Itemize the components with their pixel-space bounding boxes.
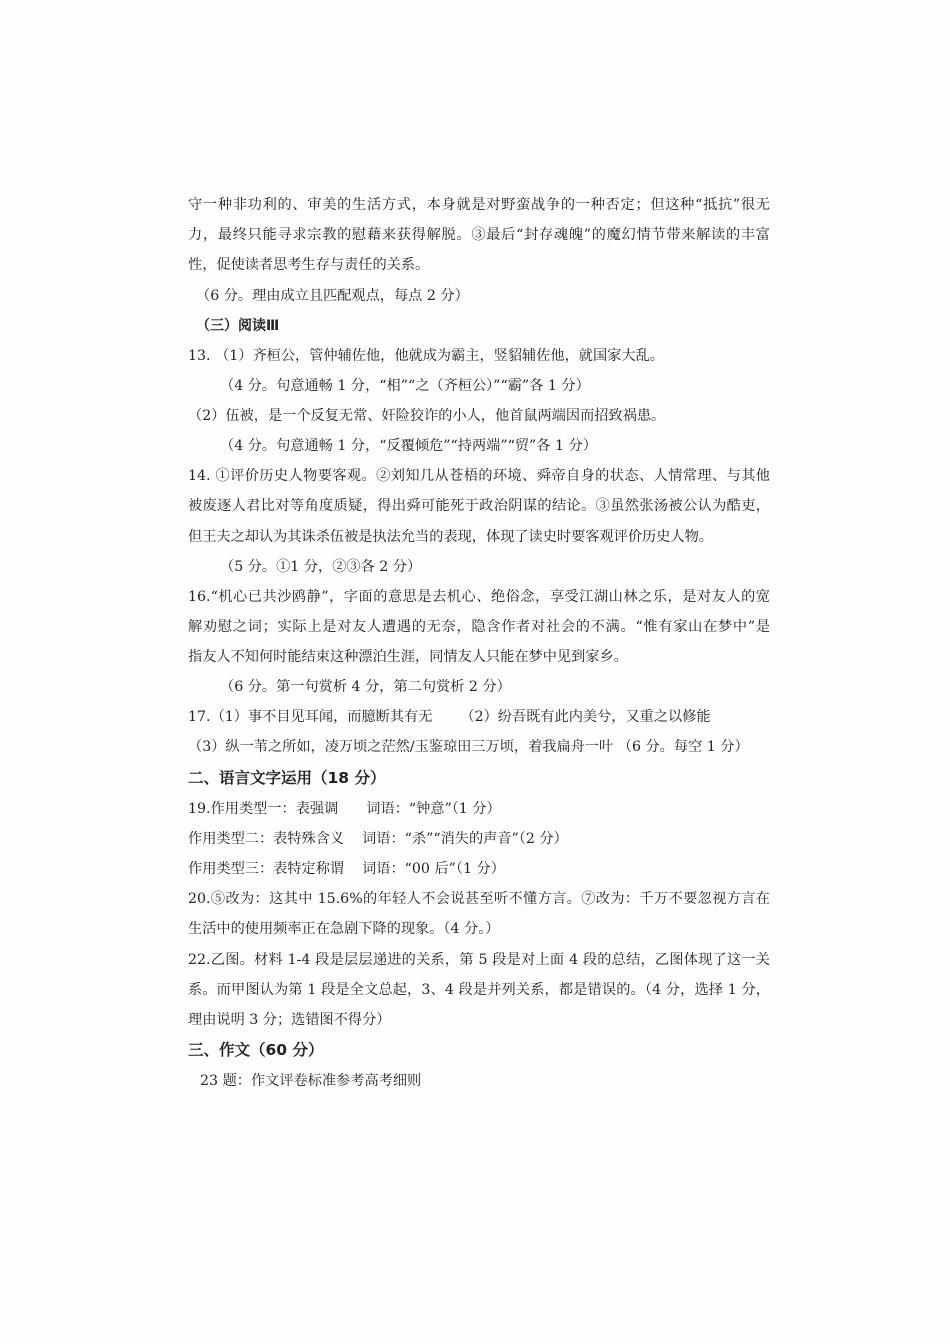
q19-line-1 — [188, 799, 770, 819]
q19-type1: 19.作用类型一：表强调 — [188, 801, 339, 817]
q17-part-a: 17.（1）事不目见耳闻，而臆断其有无 — [188, 709, 433, 725]
q20-line-1: 20.⑤改为：这其中 15.6%的年轻人不会说甚至听不懂方言。⑦改为：千万不要忽视方言在 — [188, 891, 770, 907]
q17-part-b: （2）纷吾既有此内美兮，又重之以修能 — [460, 709, 711, 725]
q16-line-2: 解劝慰之词；实际上是对友人遭遇的无奈，隐含作者对社会的不满。“惟有家山在梦中”是 — [188, 619, 770, 635]
q16-line-1: 16.“机心已共沙鸥静”，字面的意思是去机心、绝俗念，享受江湖山林之乐，是对友人的宽 — [188, 589, 770, 605]
q19-word3: 词语：“00 后”（1 分） — [362, 861, 505, 877]
q16-score: （6 分。第一句赏析 4 分，第二句赏析 2 分） — [220, 679, 511, 695]
q13-2-score: （4 分。句意通畅 1 分，“反覆倾危”“持两端”“贸”各 1 分） — [220, 438, 597, 454]
q17-line-1 — [188, 707, 770, 727]
p1-score: （6 分。理由成立且匹配观点，每点 2 分） — [196, 288, 469, 304]
q14-line-3: 但王夫之却认为其诛杀伍被是执法允当的表现，体现了读史时要客观评价历史人物。 — [188, 529, 713, 545]
p1-line-2: 力，最终只能寻求宗教的慰藉来获得解脱。③最后“封存魂魄”的魔幻情节带来解读的丰富 — [188, 227, 770, 243]
section2-heading: 二、语言文字运用（18 分） — [188, 769, 386, 787]
q14-score: （5 分。①1 分，②③各 2 分） — [220, 559, 422, 575]
q19-type2: 作用类型二：表特殊含义 — [188, 831, 345, 847]
q17-line-2: （3）纵一苇之所如，凌万顷之茫然/玉鉴琼田三万顷，着我扁舟一叶 （6 分。每空 1 分） — [188, 739, 749, 755]
q19-line-2 — [188, 829, 770, 849]
q13-1: 13. （1）齐桓公，管仲辅佐他，他就成为霸主，竖貂辅佐他，就国家大乱。 — [188, 348, 664, 364]
q19-word2: 词语：“杀”“消失的声音”（2 分） — [362, 831, 568, 847]
p1-line-1: 守一种非功利的、审美的生活方式，本身就是对野蛮战争的一种否定；但这种“抵抗”很无 — [188, 197, 770, 213]
q14-line-2: 被废逐人君比对等角度质疑，得出舜可能死于政治阴谋的结论。③虽然张汤被公认为酷吏， — [188, 498, 770, 514]
p1-line-3: 性，促使读者思考生存与责任的关系。 — [188, 257, 430, 273]
q16-line-3: 指友人不知何时能结束这种漂泊生涯，同情友人只能在梦中见到家乡。 — [188, 649, 628, 665]
q20-line-2: 生活中的使用频率正在急剧下降的现象。（4 分。） — [188, 921, 500, 937]
q14-line-1: 14. ①评价历史人物要客观。②刘知几从苍梧的环境、舜帝自身的状态、人情常理、与其他 — [188, 468, 770, 484]
q13-2: （2）伍被，是一个反复无常、奸险狡诈的小人，他首鼠两端因而招致祸患。 — [188, 408, 666, 424]
q19-line-3 — [188, 859, 770, 879]
reading3-heading: （三）阅读Ⅲ — [196, 318, 280, 334]
section3-heading: 三、作文（60 分） — [188, 1041, 324, 1059]
q13-1-score: （4 分。句意通畅 1 分，“相”“之（齐桓公）”“霸”各 1 分） — [220, 378, 590, 394]
q22-line-3: 理由说明 3 分；选错图不得分） — [188, 1012, 391, 1028]
q19-type3: 作用类型三：表特定称谓 — [188, 861, 345, 877]
q22-line-1: 22.乙图。材料 1-4 段是层层递进的关系，第 5 段是对上面 4 段的总结，乙图体现了这一关 — [188, 952, 770, 968]
q22-line-2: 系。而甲图认为第 1 段是全文总起，3、4 段是并列关系，都是错误的。（4 分，选择 1 分， — [188, 982, 770, 998]
q23: 23 题：作文评卷标准参考高考细则 — [200, 1073, 422, 1089]
q19-word1: 词语：“钟意”（1 分） — [366, 801, 501, 817]
